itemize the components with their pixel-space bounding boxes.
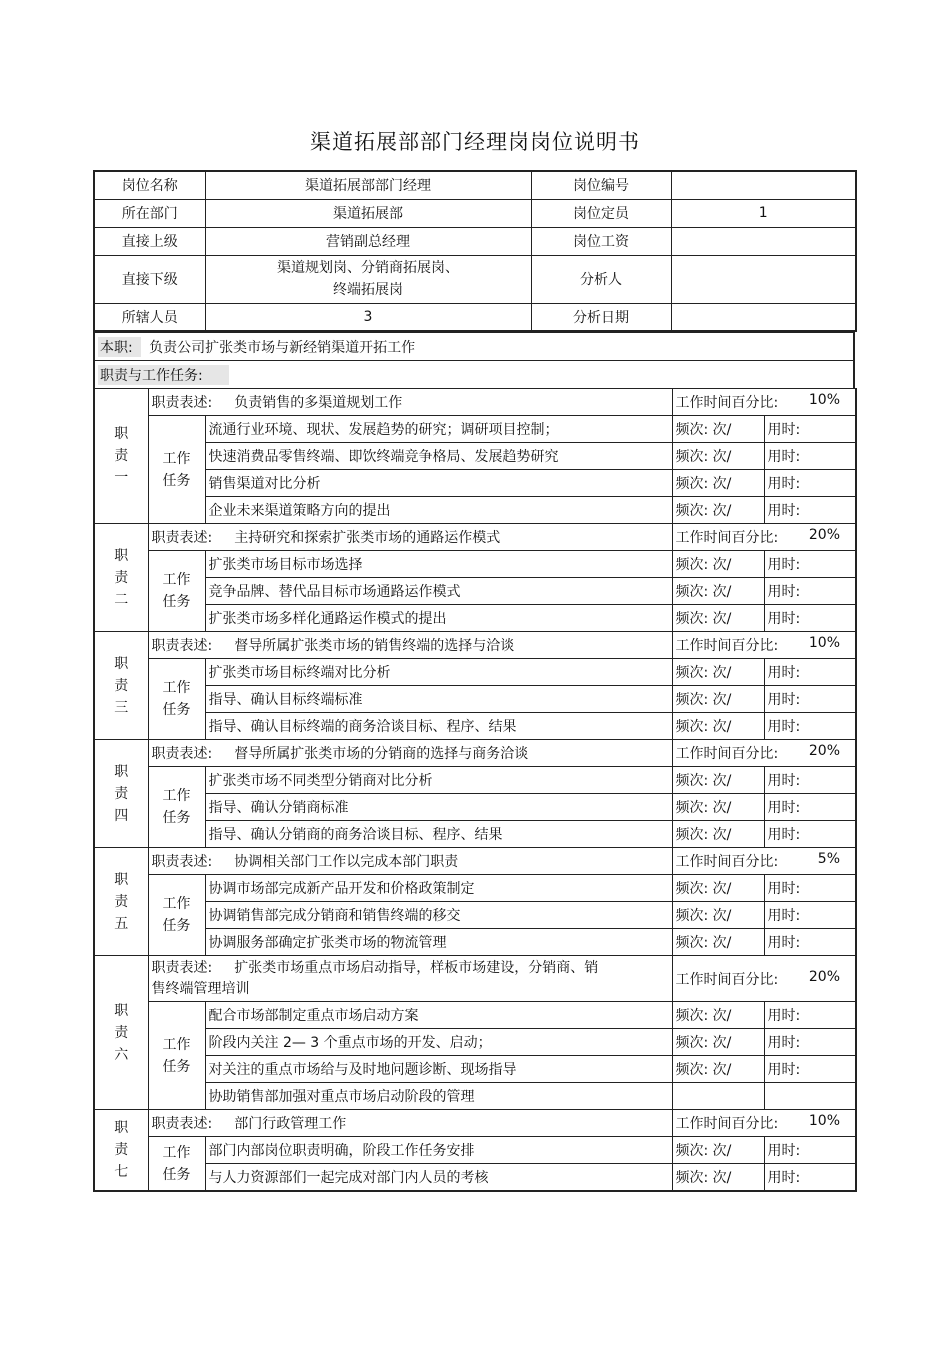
task-header — [148, 767, 205, 848]
time-percent-label: 工作时间百分比: — [675, 395, 779, 411]
task-frequency: 频次: 次/ — [672, 470, 764, 497]
task-header-line: 工作 — [162, 572, 191, 588]
info-row — [94, 199, 856, 227]
task-frequency: 频次: 次/ — [672, 551, 764, 578]
duty-desc-row — [94, 524, 856, 551]
task-header-line: 任务 — [162, 810, 191, 826]
duty-number-char: 职 — [114, 871, 129, 888]
task-duration: 用时: — [764, 1137, 856, 1164]
task-row — [94, 686, 856, 713]
info-label: 岗位定员 — [531, 199, 671, 227]
info-value — [671, 255, 856, 303]
duty-number-char: 二 — [114, 591, 129, 608]
task-text: 指导、确认目标终端标准 — [205, 686, 672, 713]
task-duration: 用时: — [764, 497, 856, 524]
duty-desc-row — [94, 956, 856, 1002]
duty-number-char: 五 — [114, 915, 129, 932]
task-row — [94, 470, 856, 497]
task-row — [94, 821, 856, 848]
duty-number — [94, 956, 148, 1110]
task-duration: 用时: — [764, 929, 856, 956]
duty-number-char: 职 — [114, 1120, 129, 1136]
duty-number — [94, 389, 148, 524]
task-row — [94, 605, 856, 632]
task-duration: 用时: — [764, 794, 856, 821]
task-frequency: 频次: 次/ — [672, 1056, 764, 1083]
task-text: 企业未来渠道策略方向的提出 — [205, 497, 672, 524]
task-row — [94, 875, 856, 902]
task-duration: 用时: — [764, 821, 856, 848]
task-text: 协调市场部完成新产品开发和价格政策制定 — [205, 875, 672, 902]
duty-desc-text: 部门行政管理工作 — [234, 1116, 347, 1132]
task-row — [94, 1056, 856, 1083]
time-percent-value: 10% — [808, 1113, 840, 1129]
task-duration: 用时: — [764, 902, 856, 929]
info-value: 营销副总经理 — [205, 227, 531, 255]
info-label: 岗位名称 — [94, 171, 205, 199]
task-duration: 用时: — [764, 875, 856, 902]
duty-desc-row — [94, 848, 856, 875]
task-duration: 用时: — [764, 578, 856, 605]
task-duration: 用时: — [764, 686, 856, 713]
duty-desc — [148, 1110, 672, 1137]
task-frequency: 频次: 次/ — [672, 686, 764, 713]
benzhi-label: 本职: — [98, 337, 141, 357]
task-row — [94, 713, 856, 740]
task-text: 配合市场部制定重点市场启动方案 — [205, 1002, 672, 1029]
time-percent-label: 工作时间百分比: — [675, 530, 779, 546]
benzhi-row — [94, 332, 854, 361]
duty-desc-row — [94, 740, 856, 767]
duty-desc-row — [94, 1110, 856, 1137]
task-header-line: 任务 — [162, 918, 191, 934]
task-row — [94, 659, 856, 686]
duty-number-char: 责 — [114, 785, 129, 802]
task-duration: 用时: — [764, 713, 856, 740]
time-percent-value: 20% — [808, 527, 840, 543]
task-frequency: 频次: 次/ — [672, 1137, 764, 1164]
time-percent-value: 20% — [808, 968, 840, 985]
duty-number-char: 责 — [114, 569, 129, 586]
task-row — [94, 578, 856, 605]
task-row — [94, 794, 856, 821]
duty-number — [94, 740, 148, 848]
task-frequency: 频次: 次/ — [672, 416, 764, 443]
info-label: 所在部门 — [94, 199, 205, 227]
task-frequency: 频次: 次/ — [672, 929, 764, 956]
time-percent — [672, 956, 856, 1002]
task-duration: 用时: — [764, 605, 856, 632]
task-text: 协调服务部确定扩张类市场的物流管理 — [205, 929, 672, 956]
time-percent-label: 工作时间百分比: — [675, 638, 779, 654]
task-duration: 用时: — [764, 551, 856, 578]
task-header-line: 工作 — [162, 450, 191, 467]
duty-number — [94, 848, 148, 956]
task-header-line: 任务 — [162, 702, 191, 718]
duty-desc-label: 职责表述: — [151, 395, 213, 411]
task-header-line: 任务 — [162, 1058, 191, 1075]
task-text: 流通行业环境、现状、发展趋势的研究；调研项目控制； — [205, 416, 672, 443]
task-text: 指导、确认分销商标准 — [205, 794, 672, 821]
task-header — [148, 1137, 205, 1192]
duty-number-char: 一 — [114, 470, 129, 486]
task-duration: 用时: — [764, 416, 856, 443]
info-value-line: 终端拓展岗 — [333, 282, 403, 298]
info-label: 所辖人员 — [94, 303, 205, 331]
task-header — [148, 875, 205, 956]
duty-number-char: 六 — [114, 1046, 129, 1063]
task-header-line: 任务 — [162, 1166, 191, 1183]
time-percent — [672, 848, 856, 875]
task-duration: 用时: — [764, 470, 856, 497]
task-duration: 用时: — [764, 443, 856, 470]
task-text: 快速消费品零售终端、即饮终端竞争格局、发展趋势研究 — [205, 443, 672, 470]
task-frequency: 频次: 次/ — [672, 767, 764, 794]
task-frequency: 频次: 次/ — [672, 875, 764, 902]
info-label: 分析人 — [531, 255, 671, 303]
info-value — [671, 303, 856, 331]
task-frequency: 频次: 次/ — [672, 578, 764, 605]
info-row — [94, 171, 856, 199]
task-text: 与人力资源部们一起完成对部门内人员的考核 — [205, 1164, 672, 1192]
task-duration: 用时: — [764, 659, 856, 686]
duty-number-char: 职 — [114, 426, 129, 442]
duty-desc-text: 督导所属扩张类市场的销售终端的选择与洽谈 — [234, 638, 515, 654]
duty-number-char: 责 — [114, 893, 129, 910]
task-header — [148, 416, 205, 524]
info-label: 直接上级 — [94, 227, 205, 255]
task-duration: 用时: — [764, 1029, 856, 1056]
duty-desc — [148, 740, 672, 767]
duty-desc-label: 职责表述: — [151, 638, 213, 654]
info-label: 岗位工资 — [531, 227, 671, 255]
time-percent — [672, 524, 856, 551]
task-row — [94, 497, 856, 524]
duty-number-char: 责 — [114, 1142, 129, 1158]
duty-number-char: 职 — [114, 763, 129, 780]
task-header — [148, 1002, 205, 1110]
task-text: 协调销售部完成分销商和销售终端的移交 — [205, 902, 672, 929]
duty-number-char: 责 — [114, 677, 129, 694]
task-row — [94, 1164, 856, 1192]
task-frequency: 频次: 次/ — [672, 443, 764, 470]
duty-desc-text: 督导所属扩张类市场的分销商的选择与商务洽谈 — [234, 746, 529, 762]
task-text: 扩张类市场目标终端对比分析 — [205, 659, 672, 686]
duty-number — [94, 1110, 148, 1192]
task-text: 竞争品牌、替代品目标市场通路运作模式 — [205, 578, 672, 605]
task-header-line: 工作 — [162, 788, 191, 804]
info-label: 岗位编号 — [531, 171, 671, 199]
duty-number — [94, 632, 148, 740]
task-text: 扩张类市场多样化通路运作模式的提出 — [205, 605, 672, 632]
duties-header-row — [94, 361, 854, 389]
duties-table — [93, 388, 857, 1192]
time-percent-value: 10% — [808, 635, 840, 651]
task-row — [94, 551, 856, 578]
duty-number-char: 四 — [114, 807, 129, 824]
task-frequency: 频次: 次/ — [672, 1164, 764, 1192]
task-frequency: 频次: 次/ — [672, 821, 764, 848]
duty-desc — [148, 389, 672, 416]
time-percent-label: 工作时间百分比: — [675, 854, 779, 870]
info-row — [94, 227, 856, 255]
duty-number-char: 责 — [114, 1024, 129, 1041]
task-text: 指导、确认目标终端的商务洽谈目标、程序、结果 — [205, 713, 672, 740]
task-row — [94, 767, 856, 794]
task-frequency: 频次: 次/ — [672, 605, 764, 632]
time-percent — [672, 632, 856, 659]
info-value: 1 — [671, 199, 856, 227]
duty-desc — [148, 524, 672, 551]
task-duration: 用时: — [764, 1164, 856, 1192]
duty-desc-text: 扩张类市场重点市场启动指导，样板市场建设，分销商、销 — [234, 959, 599, 976]
task-text: 指导、确认分销商的商务洽谈目标、程序、结果 — [205, 821, 672, 848]
time-percent — [672, 740, 856, 767]
task-row — [94, 929, 856, 956]
task-text: 对关注的重点市场给与及时地问题诊断、现场指导 — [205, 1056, 672, 1083]
info-value — [671, 171, 856, 199]
info-value-line: 渠道规划岗、分销商拓展岗、 — [277, 260, 459, 276]
duty-number-char: 职 — [114, 1002, 129, 1019]
task-frequency: 频次: 次/ — [672, 1002, 764, 1029]
duty-desc-row — [94, 389, 856, 416]
page-title: 渠道拓展部部门经理岗岗位说明书 — [310, 130, 640, 154]
time-percent-label: 工作时间百分比: — [675, 746, 779, 762]
duty-desc-row — [94, 632, 856, 659]
task-frequency — [672, 1083, 764, 1110]
task-header-line: 工作 — [162, 1036, 191, 1053]
info-row — [94, 255, 856, 303]
time-percent-value: 20% — [808, 743, 840, 759]
duty-desc — [148, 848, 672, 875]
task-row — [94, 416, 856, 443]
duty-desc-label: 职责表述: — [151, 1116, 213, 1132]
info-value — [205, 255, 531, 303]
duty-desc — [148, 632, 672, 659]
info-value: 3 — [205, 303, 531, 331]
task-text: 阶段内关注 2— 3 个重点市场的开发、启动； — [205, 1029, 672, 1056]
info-value — [671, 227, 856, 255]
task-frequency: 频次: 次/ — [672, 794, 764, 821]
task-frequency: 频次: 次/ — [672, 1029, 764, 1056]
task-frequency: 频次: 次/ — [672, 902, 764, 929]
benzhi-text: 负责公司扩张类市场与新经销渠道开拓工作 — [149, 339, 416, 356]
duty-number — [94, 524, 148, 632]
time-percent-value: 10% — [808, 392, 840, 408]
task-frequency: 频次: 次/ — [672, 659, 764, 686]
duty-number-char: 职 — [114, 655, 129, 672]
task-header-line: 任务 — [162, 594, 191, 610]
time-percent-label: 工作时间百分比: — [675, 971, 779, 988]
time-percent-label: 工作时间百分比: — [675, 1116, 779, 1132]
task-duration: 用时: — [764, 767, 856, 794]
duty-desc-label: 职责表述: — [151, 746, 213, 762]
task-duration — [764, 1083, 856, 1110]
task-header — [148, 551, 205, 632]
duty-number-char: 责 — [114, 448, 129, 464]
task-text: 销售渠道对比分析 — [205, 470, 672, 497]
task-header-line: 工作 — [162, 896, 191, 912]
duty-desc-text: 负责销售的多渠道规划工作 — [234, 395, 403, 411]
duty-desc-text: 主持研究和探索扩张类市场的通路运作模式 — [234, 530, 501, 546]
task-header-line: 工作 — [162, 680, 191, 696]
task-text: 协助销售部加强对重点市场启动阶段的管理 — [205, 1083, 672, 1110]
duty-desc-text: 协调相关部门工作以完成本部门职责 — [234, 854, 459, 870]
task-row — [94, 902, 856, 929]
info-label: 直接下级 — [94, 255, 205, 303]
time-percent — [672, 389, 856, 416]
task-frequency: 频次: 次/ — [672, 713, 764, 740]
info-label: 分析日期 — [531, 303, 671, 331]
info-row — [94, 303, 856, 331]
task-header-line: 工作 — [162, 1144, 191, 1161]
task-text: 部门内部岗位职责明确，阶段工作任务安排 — [205, 1137, 672, 1164]
duty-desc — [148, 956, 672, 1002]
task-duration: 用时: — [764, 1056, 856, 1083]
duties-header: 职责与工作任务: — [98, 365, 229, 385]
task-header — [148, 659, 205, 740]
duty-desc-label: 职责表述: — [151, 959, 213, 976]
summary-table — [93, 331, 855, 389]
duty-desc-text-cont: 售终端管理培训 — [151, 980, 250, 997]
time-percent — [672, 1110, 856, 1137]
task-header-line: 任务 — [162, 472, 191, 489]
duty-number-char: 三 — [114, 699, 129, 716]
time-percent-value: 5% — [817, 851, 840, 867]
info-table — [93, 170, 857, 332]
task-text: 扩张类市场目标市场选择 — [205, 551, 672, 578]
task-row — [94, 1137, 856, 1164]
duty-desc-label: 职责表述: — [151, 854, 213, 870]
task-frequency: 频次: 次/ — [672, 497, 764, 524]
duty-number-char: 职 — [114, 547, 129, 564]
info-value: 渠道拓展部部门经理 — [205, 171, 531, 199]
task-duration: 用时: — [764, 1002, 856, 1029]
task-row — [94, 1083, 856, 1110]
duty-desc-label: 职责表述: — [151, 530, 213, 546]
task-row — [94, 443, 856, 470]
duty-number-char: 七 — [114, 1164, 129, 1180]
task-text: 扩张类市场不同类型分销商对比分析 — [205, 767, 672, 794]
task-row — [94, 1029, 856, 1056]
info-value: 渠道拓展部 — [205, 199, 531, 227]
task-row — [94, 1002, 856, 1029]
